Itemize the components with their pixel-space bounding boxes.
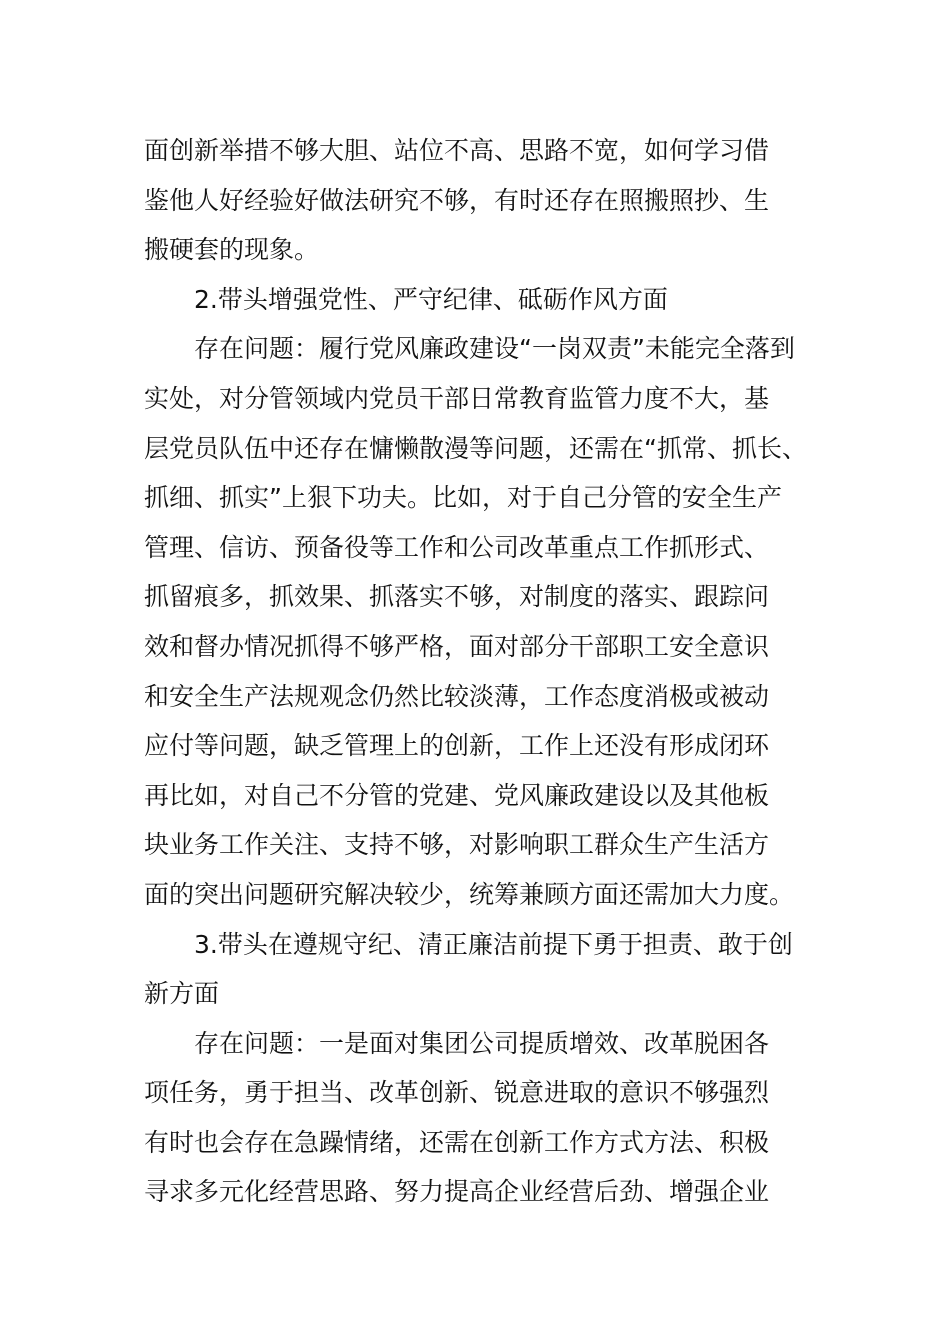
text-line: 抓留痕多，抓效果、抓落实不够，对制度的落实、跟踪问: [144, 582, 770, 612]
text-line: 层党员队伍中还存在慵懒散漫等问题，还需在“抓常、抓长、: [144, 433, 807, 463]
text-line: 搬硬套的现象。: [144, 235, 320, 265]
text-line: 寻求多元化经营思路、努力提高企业经营后劲、增强企业: [144, 1177, 770, 1207]
text-line: 管理、信访、预备役等工作和公司改革重点工作抓形式、: [144, 532, 770, 562]
text-line: 新方面: [144, 979, 220, 1009]
text-line: 面的突出问题研究解决较少，统筹兼顾方面还需加大力度。: [144, 879, 795, 909]
text-line: 鉴他人好经验好做法研究不够，有时还存在照搬照抄、生: [144, 185, 770, 215]
document-body: [144, 126, 816, 1217]
text-line: 效和督办情况抓得不够严格，面对部分干部职工安全意识: [144, 631, 770, 661]
section-heading-2: 2.带头增强党性、严守纪律、砥砺作风方面: [194, 284, 668, 314]
text-line: 抓细、抓实”上狠下功夫。比如，对于自己分管的安全生产: [144, 483, 782, 513]
text-line: 存在问题：履行党风廉政建设“一岗双责”未能完全落到: [194, 334, 795, 364]
text-line: 面创新举措不够大胆、站位不高、思路不宽，如何学习借: [144, 136, 770, 165]
text-line: 和安全生产法规观念仍然比较淡薄，工作态度消极或被动: [144, 681, 770, 711]
text-line: 有时也会存在急躁情绪，还需在创新工作方式方法、积极: [144, 1127, 770, 1157]
text-line: 项任务，勇于担当、改革创新、锐意进取的意识不够强烈: [144, 1078, 770, 1108]
text-line: 应付等问题，缺乏管理上的创新，工作上还没有形成闭环: [144, 731, 770, 761]
text-line: 再比如，对自己不分管的党建、党风廉政建设以及其他板: [144, 780, 770, 810]
section-heading-3: 3.带头在遵规守纪、清正廉洁前提下勇于担责、敢于创: [194, 929, 793, 959]
text-line: 块业务工作关注、支持不够，对影响职工群众生产生活方: [144, 830, 770, 860]
text-line: 存在问题：一是面对集团公司提质增效、改革脱困各: [194, 1028, 770, 1058]
text-line: 实处，对分管领域内党员干部日常教育监管力度不大，基: [144, 383, 770, 413]
